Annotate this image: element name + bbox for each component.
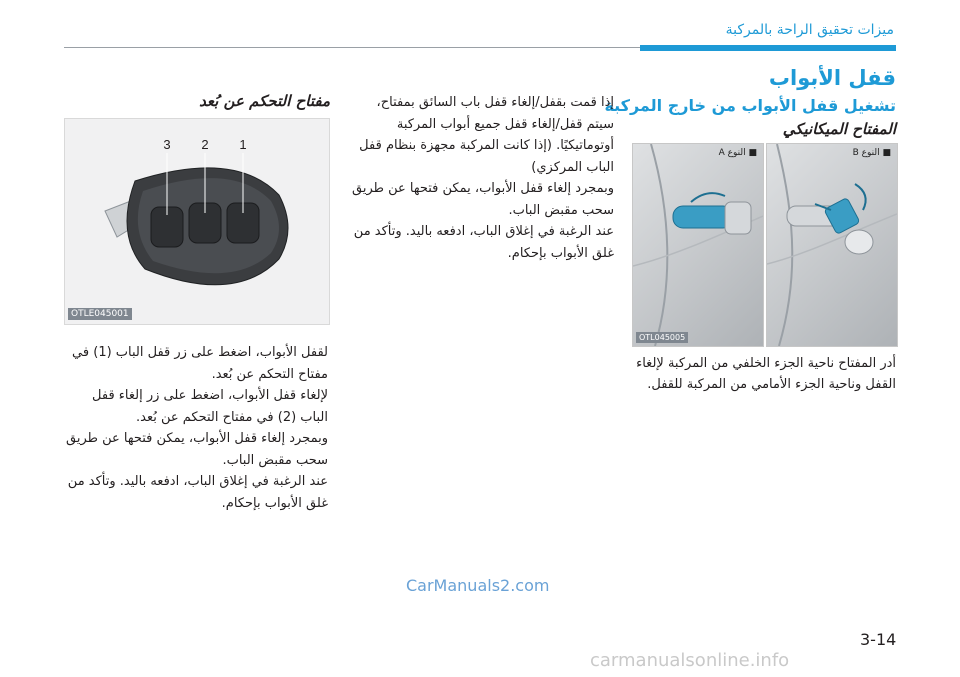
subsection-title: تشغيل قفل الأبواب من خارج المركبة (604, 96, 896, 115)
door-handle-photo-type-b (766, 143, 898, 347)
figure-code: OTLE045001 (68, 308, 132, 320)
paragraph: لإلغاء قفل الأبواب، اضغط على زر إلغاء قفل الباب (2) في مفتاح التحكم عن بُعد. (92, 388, 328, 425)
paragraph: وبمجرد إلغاء قفل الأبواب، يمكن فتحها عن طريق سحب مقبض الباب. (352, 181, 614, 218)
footer-site-name: carmanualsonline.info (590, 650, 790, 671)
watermark: CarManuals2.com (406, 576, 550, 595)
paragraph: وبمجرد إلغاء قفل الأبواب، يمكن فتحها عن طريق سحب مقبض الباب. (66, 431, 328, 468)
photo-type-label: ■ النوع A (718, 148, 757, 158)
paragraph: إذا قمت بقفل/إلغاء قفل باب السائق بمفتاح، سيتم قفل/إلغاء قفل جميع أبواب المركبة أوتوماتيكيًا. (إذا كانت المركبة مجهزة بنظام قفل الباب المركزي) (359, 95, 614, 175)
callout-number-1: 1 (239, 137, 247, 152)
paragraph: عند الرغبة في إغلاق الباب، ادفعه باليد. وتأكد من غلق الأبواب بإحكام. (67, 474, 328, 511)
door-handle-photo-type-a (632, 143, 764, 347)
callout-number-3: 3 (163, 137, 171, 152)
door-handle-illustration (633, 144, 763, 346)
remote-key-figure (64, 118, 330, 325)
remote-key-illustration (65, 119, 329, 324)
photo-type-label: ■ النوع B (852, 148, 891, 158)
header-rule (64, 47, 640, 48)
callout-number-2: 2 (201, 137, 209, 152)
running-header: ميزات تحقيق الراحة بالمركبة (725, 22, 894, 38)
section-title: قفل الأبواب (768, 66, 896, 90)
remote-key-heading: مفتاح التحكم عن بُعد (199, 92, 330, 110)
mechanical-key-heading: المفتاح الميكانيكي (782, 120, 896, 138)
figure-code: OTL045005 (636, 332, 688, 343)
paragraph: عند الرغبة في إغلاق الباب، ادفعه باليد. وتأكد من غلق الأبواب بإحكام. (353, 224, 614, 261)
remote-key-instructions (64, 342, 328, 514)
header-rule-accent (640, 45, 896, 51)
page-number: 3-14 (860, 630, 897, 649)
paragraph: لقفل الأبواب، اضغط على زر قفل الباب (1) في مفتاح التحكم عن بُعد. (72, 345, 328, 382)
mechanical-key-instructions (348, 92, 614, 264)
mechanical-key-caption: أدر المفتاح ناحية الجزء الخلفي من المركبة لإلغاء القفل وناحية الجزء الأمامي من المركبة للقفل. (636, 356, 896, 392)
door-handle-illustration (767, 144, 897, 346)
